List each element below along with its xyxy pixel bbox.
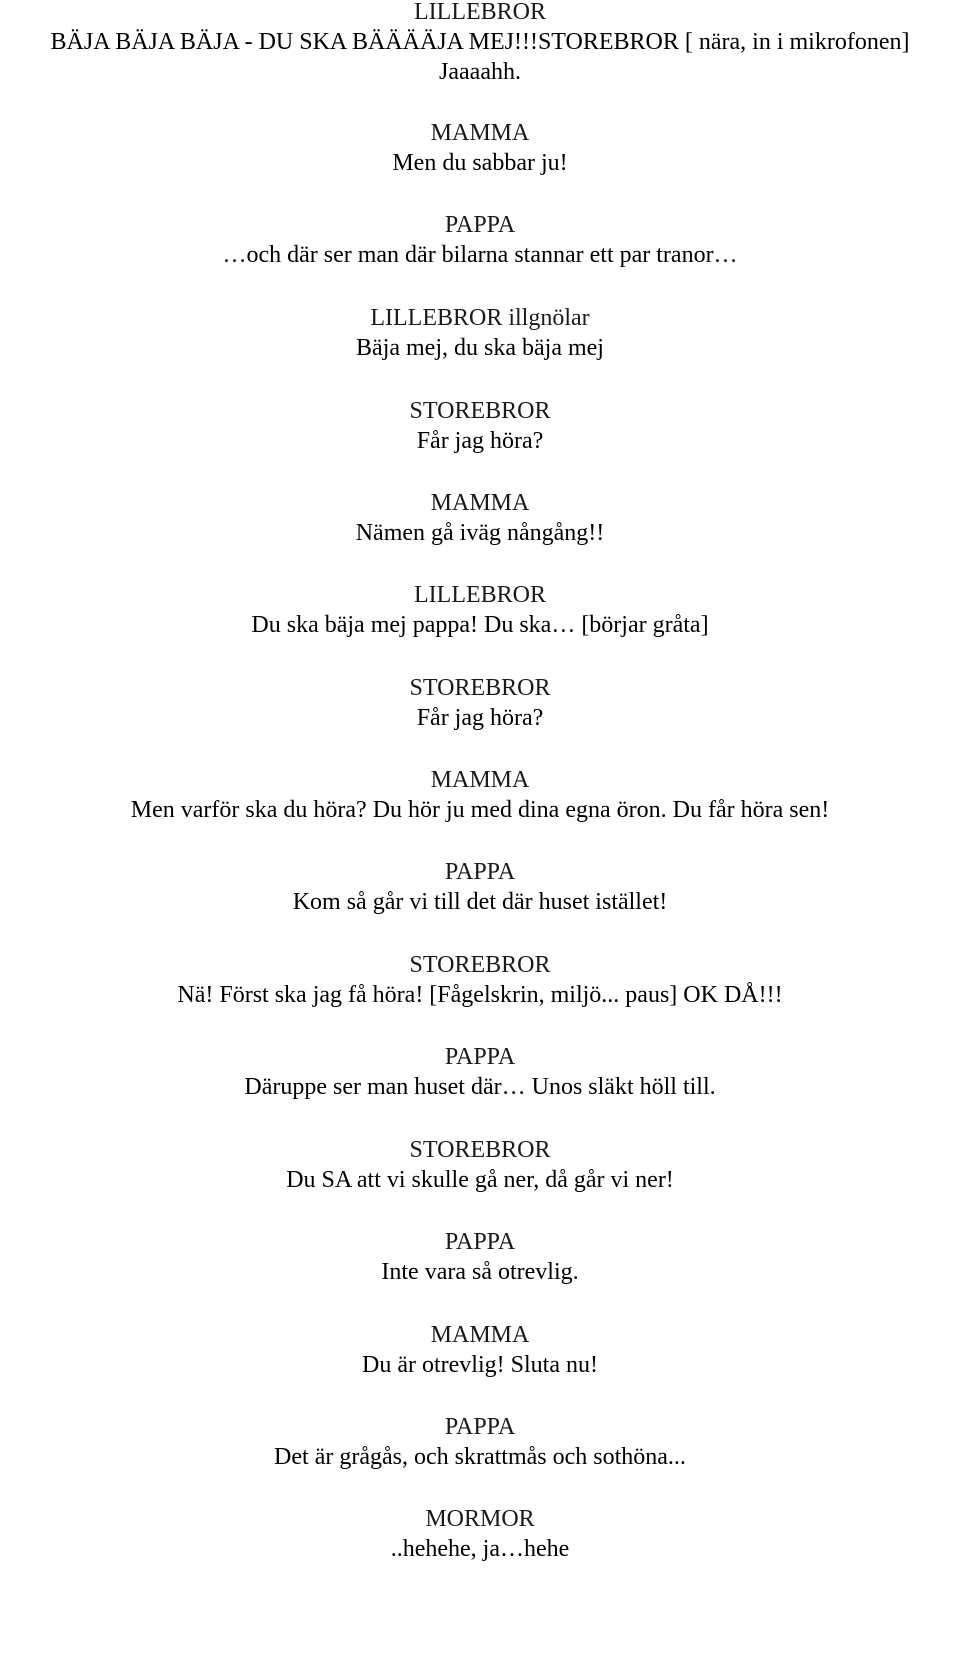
speaker-name: STOREBROR — [409, 675, 551, 701]
speaker-name: LILLEBROR — [414, 0, 546, 25]
speaker-name: MAMMA — [430, 490, 530, 516]
speaker-name: PAPPA — [444, 1414, 516, 1440]
dialogue-line: …och där ser man där bilarna stannar ett par tranor… — [222, 242, 738, 268]
dialogue-line: ..hehehe, ja…hehe — [390, 1536, 570, 1562]
speaker-name: PAPPA — [444, 1044, 516, 1070]
speaker-name: STOREBROR — [409, 952, 551, 978]
speaker-name: STOREBROR — [409, 1137, 551, 1163]
speaker-name: STOREBROR — [409, 398, 551, 424]
dialogue-line: Inte vara så otrevlig. — [381, 1259, 579, 1285]
dialogue-line: Bäja mej, du ska bäja mej — [356, 335, 604, 361]
speaker-name: LILLEBROR — [414, 582, 546, 608]
dialogue-line: BÄJA BÄJA BÄJA - DU SKA BÄÄÄÄJA MEJ!!!STOREBROR [ nära, in i mikrofonen] — [50, 29, 910, 55]
dialogue-line: Men varför ska du höra? Du hör ju med dina egna öron. Du får höra sen! — [130, 797, 830, 823]
dialogue-line: Nä! Först ska jag få höra! [Fågelskrin, miljö... paus] OK DÅ!!! — [177, 982, 783, 1008]
dialogue-line: Du SA att vi skulle gå ner, då går vi ner! — [286, 1167, 674, 1193]
dialogue-line: Du är otrevlig! Sluta nu! — [362, 1352, 598, 1378]
speaker-name: PAPPA — [444, 859, 516, 885]
speaker-name: LILLEBROR illgnölar — [370, 305, 590, 331]
dialogue-line: Nämen gå iväg nångång!! — [355, 520, 605, 546]
speaker-name: MAMMA — [430, 120, 530, 146]
dialogue-line: Däruppe ser man huset där… Unos släkt höll till. — [244, 1074, 716, 1100]
dialogue-line: Får jag höra? — [416, 428, 544, 454]
speaker-name: MORMOR — [425, 1506, 535, 1532]
speaker-name: MAMMA — [430, 767, 530, 793]
speaker-name: PAPPA — [444, 212, 516, 238]
dialogue-line: Jaaaahh. — [439, 59, 521, 85]
dialogue-line: Du ska bäja mej pappa! Du ska… [börjar gråta] — [251, 612, 709, 638]
speaker-name: PAPPA — [444, 1229, 516, 1255]
dialogue-line: Men du sabbar ju! — [392, 150, 568, 176]
dialogue-line: Kom så går vi till det där huset istället! — [292, 889, 668, 915]
dialogue-line: Det är grågås, och skrattmås och sothöna... — [274, 1444, 686, 1470]
speaker-name: MAMMA — [430, 1322, 530, 1348]
dialogue-line: Får jag höra? — [416, 705, 544, 731]
